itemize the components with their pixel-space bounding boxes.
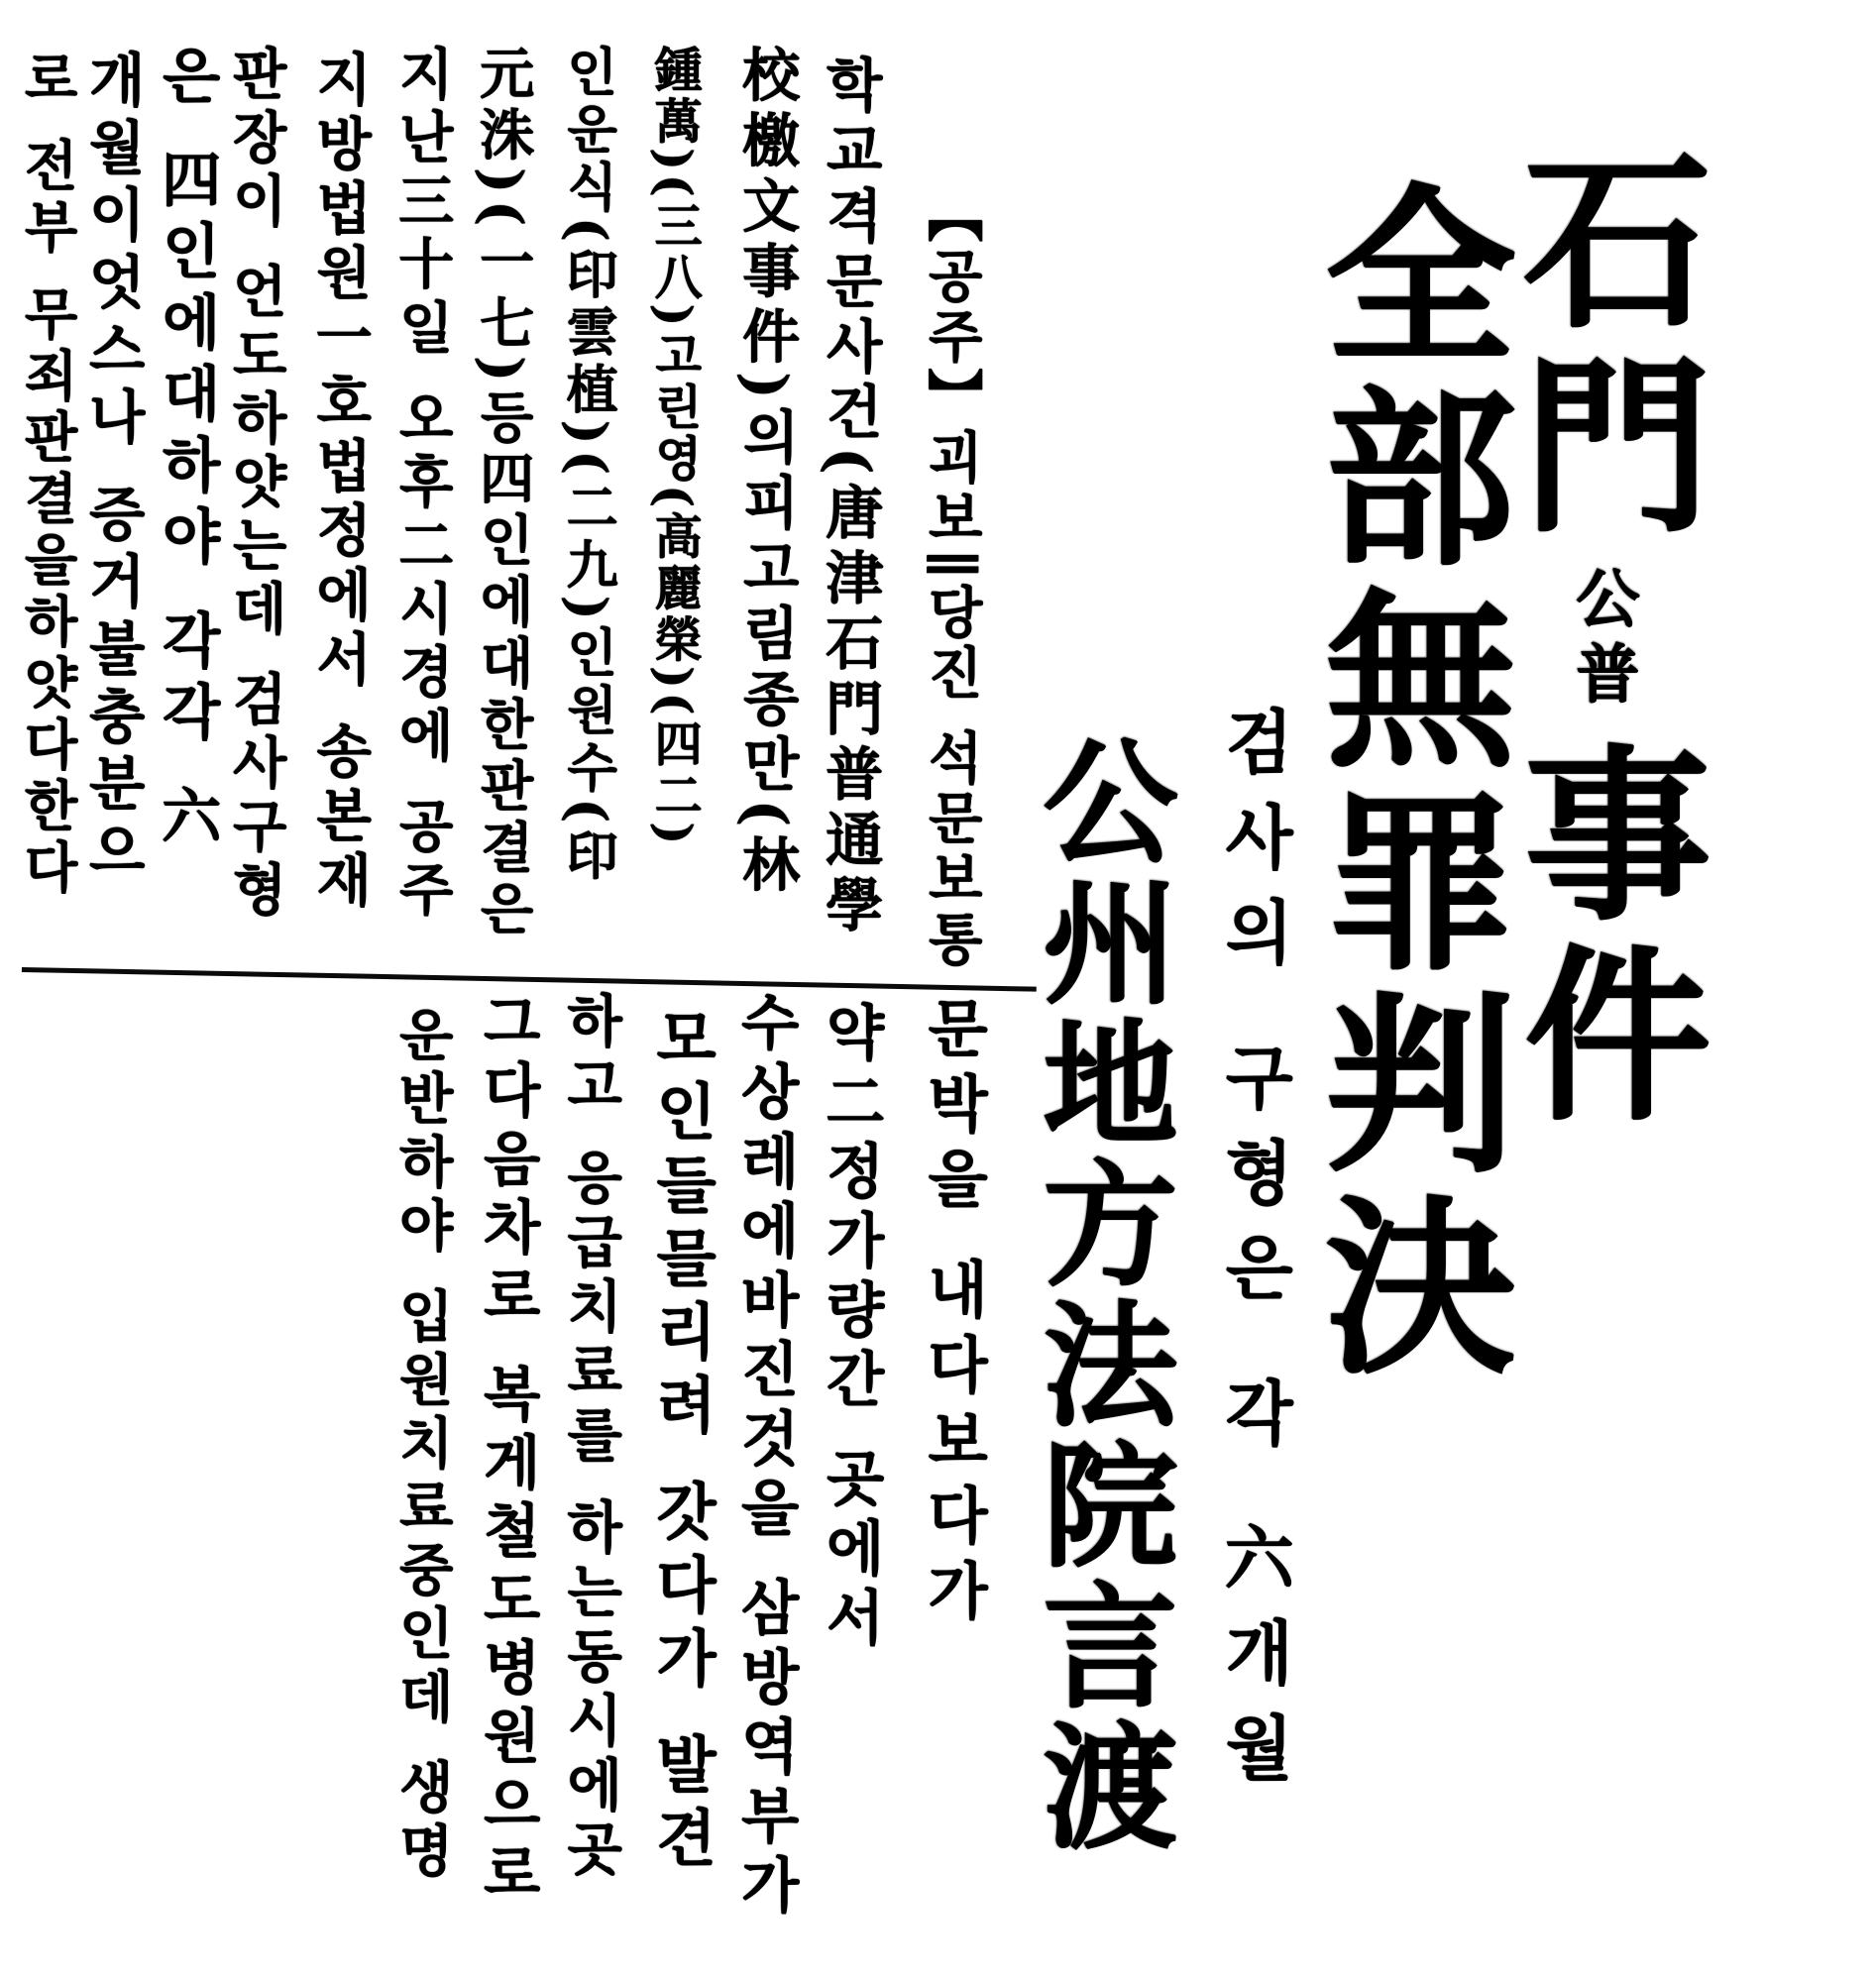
body-upper-column-10: 은 四인에대하야 각각 六 (152, 45, 221, 856)
body-lower-column-7: 운반하야 입원치료중인데 생명 (389, 1006, 455, 1885)
body-lower-column-2: 약二정가량간 곳에서 (816, 1001, 885, 1656)
body-upper-column-12: 로 전부 무죄판결을하얏다한다 (15, 50, 79, 901)
body-lower-column-3: 수상레에바진것을 삼방역부가 (730, 991, 800, 1924)
headline-primary-large-top: 石門 (1491, 143, 1712, 552)
body-upper-column-2: 학교격문사건(唐津石門普通學 (816, 55, 883, 940)
headline-primary-small-inset: 公普 (1565, 565, 1639, 716)
body-upper-column-1: 【공주】괴보∥당진 석문보통 (919, 186, 984, 971)
column-divider-rule (22, 967, 1037, 992)
body-upper-column-5: 인운식(印雲植)(二九)인원수(印 (557, 45, 617, 887)
body-upper-column-4: 鍾萬)(三八)고린영(高麗榮)(四二) (646, 45, 702, 848)
headline-subtitle: 검사의 구형은 각 六개월 (1213, 706, 1295, 1808)
body-upper-column-3: 校檄文事件)의피고림종만(林 (732, 45, 800, 900)
body-upper-column-6: 元洙)(一七)등四인에대한판결은 (471, 45, 535, 942)
body-lower-column-6: 그다음차로 복게철도병원으로 (473, 991, 541, 1911)
body-lower-column-4: 모인들믈리려 갓다가 발견 (645, 1006, 717, 1880)
headline-tertiary: 公州地方法院言渡 (1019, 731, 1177, 1857)
body-lower-column-1: 문박을 내다보다가 (917, 996, 989, 1634)
headline-primary (1491, 121, 1711, 1138)
body-lower-column-5: 하고 응급치료를 하는동시에곳 (557, 991, 623, 1884)
body-upper-column-7: 지난三十일 오후二시경에 공주 (389, 45, 455, 924)
body-upper-column-11: 개월이엇스나 증거불충분으 (78, 50, 146, 889)
body-upper-column-8: 지방법원一호법정에서 송본재 (306, 50, 373, 915)
body-upper-column-9: 판장이 언도하얏는데 검사구형 (223, 45, 288, 924)
headline-primary-large-bottom: 事件 (1492, 737, 1711, 1139)
headline-secondary: 全部無罪判決 (1292, 176, 1515, 1389)
